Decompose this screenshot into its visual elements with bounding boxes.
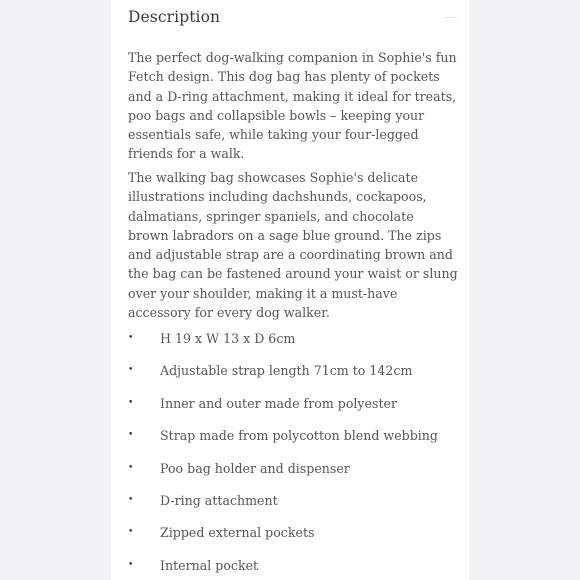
bullet-icon: • bbox=[128, 494, 134, 505]
bullet-icon: • bbox=[128, 462, 134, 473]
bullet-icon: • bbox=[128, 430, 134, 441]
feature-text: Zipped external pockets bbox=[160, 525, 315, 541]
feature-text: Internal pocket bbox=[160, 557, 259, 573]
list-item bbox=[128, 523, 458, 555]
bullet-icon: • bbox=[128, 365, 134, 376]
feature-text: Adjustable strap length 71cm to 142cm bbox=[160, 363, 413, 379]
feature-text: Inner and outer made from polyester bbox=[160, 395, 397, 411]
bullet-icon: • bbox=[128, 527, 134, 538]
minus-icon[interactable] bbox=[443, 17, 457, 18]
section-title[interactable]: Description bbox=[128, 8, 221, 26]
list-item bbox=[128, 361, 458, 393]
feature-text: Poo bag holder and dispenser bbox=[160, 460, 350, 476]
list-item bbox=[128, 394, 458, 426]
list-item bbox=[128, 426, 458, 458]
feature-text: D-ring attachment bbox=[160, 492, 278, 508]
feature-list bbox=[128, 329, 458, 580]
list-item bbox=[128, 329, 458, 361]
feature-text: Strap made from polycotton blend webbing bbox=[160, 428, 438, 444]
description-paragraph: The perfect dog-walking companion in Sophie's fun Fetch design. This dog bag has plenty of pockets and a D-ring attachment, making it ideal for treats, poo bags and collapsible bowls – keeping your essentials safe, while taking your four-legged friends for a walk. bbox=[128, 50, 457, 162]
bullet-icon: • bbox=[128, 397, 134, 408]
description-paragraph: The walking bag showcases Sophie's delicate illustrations including dachshunds, cockapoos, dalmatians, springer spaniels, and chocolate brown labradors on a sage blue ground. The zips and adjustable strap are a coordinating brown and the bag can be fastened around your waist or slung over your shoulder, making it a must-have accessory for every dog walker. bbox=[128, 170, 458, 321]
bullet-icon: • bbox=[128, 333, 134, 343]
bullet-icon: • bbox=[128, 559, 134, 570]
description-panel bbox=[111, 0, 469, 580]
list-item bbox=[128, 491, 458, 523]
list-item bbox=[128, 459, 458, 491]
feature-text: H 19 x W 13 x D 6cm bbox=[160, 331, 296, 346]
list-item bbox=[128, 556, 458, 580]
